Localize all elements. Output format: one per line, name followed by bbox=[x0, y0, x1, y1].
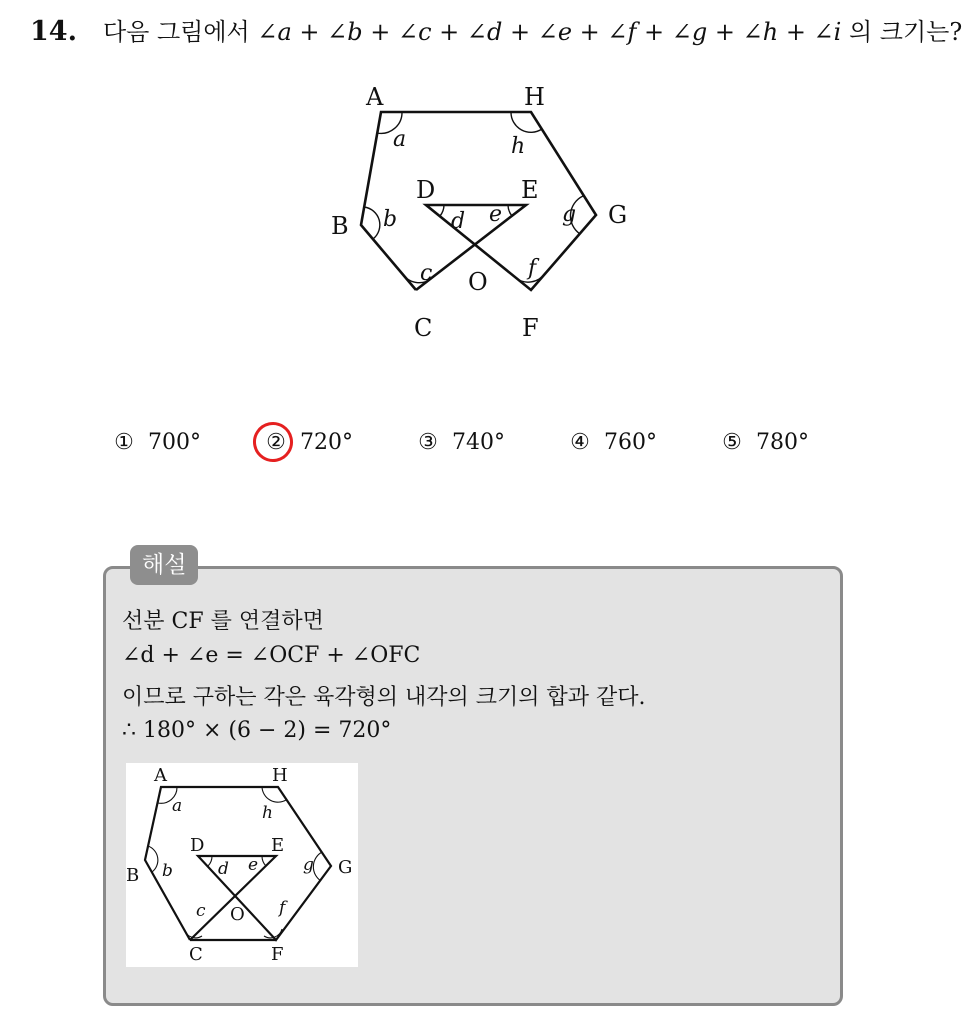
answer-mark-circle bbox=[249, 418, 296, 465]
solution-angle-h: h bbox=[262, 803, 273, 823]
solution-line-4: ∴ 180° × (6 − 2) = 720° bbox=[122, 718, 392, 743]
label-angle-g: g bbox=[562, 202, 577, 227]
problem-number: 14. bbox=[30, 16, 77, 47]
arc-e bbox=[508, 205, 512, 216]
choice-2-number: ② bbox=[266, 430, 286, 455]
label-O: O bbox=[468, 268, 488, 296]
label-E: E bbox=[521, 176, 539, 204]
problem-figure bbox=[326, 80, 646, 350]
problem-text-prefix: 다음 그림에서 bbox=[102, 18, 258, 46]
label-angle-f: f bbox=[528, 256, 537, 281]
solution-label-D: D bbox=[190, 835, 205, 856]
choice-1[interactable] bbox=[110, 430, 262, 455]
solution-figure bbox=[126, 763, 358, 967]
label-angle-a: a bbox=[393, 127, 407, 152]
choice-2[interactable] bbox=[262, 430, 414, 455]
solution-label-B: B bbox=[126, 865, 140, 886]
angle-sum-expression: ∠a + ∠b + ∠c + ∠d + ∠e + ∠f + ∠g + ∠h + ∠i bbox=[257, 18, 842, 46]
choice-1-value: 700° bbox=[148, 430, 201, 455]
label-F: F bbox=[522, 314, 539, 342]
choice-5-number: ⑤ bbox=[722, 430, 742, 455]
choice-4-value: 760° bbox=[604, 430, 657, 455]
label-angle-e: e bbox=[489, 202, 503, 227]
solution-label-G: G bbox=[338, 857, 353, 878]
label-B: B bbox=[331, 212, 349, 240]
problem-text-suffix: 의 크기는? bbox=[841, 18, 962, 46]
choice-2-value: 720° bbox=[300, 430, 353, 455]
solution-angle-a: a bbox=[172, 796, 183, 816]
answer-choices bbox=[110, 430, 830, 455]
label-A: A bbox=[366, 83, 384, 111]
solution-angle-d: d bbox=[218, 859, 229, 879]
solution-label-H: H bbox=[272, 765, 288, 786]
choice-4[interactable] bbox=[566, 430, 718, 455]
solution-line-3: 이므로 구하는 각은 육각형의 내각의 크기의 합과 같다. bbox=[122, 685, 646, 710]
problem-heading bbox=[30, 12, 962, 47]
solution-label-F: F bbox=[271, 944, 284, 965]
choice-3-number: ③ bbox=[418, 430, 438, 455]
label-angle-c: c bbox=[420, 261, 433, 286]
arc-b bbox=[364, 207, 380, 239]
arc-d bbox=[440, 205, 444, 216]
solution-angle-e: e bbox=[248, 855, 259, 875]
choice-4-number: ④ bbox=[570, 430, 590, 455]
solution-tag: 해설 bbox=[130, 545, 198, 585]
label-C: C bbox=[414, 314, 433, 342]
solution-angle-b: b bbox=[162, 861, 173, 881]
problem-text bbox=[103, 12, 962, 47]
choice-3[interactable] bbox=[414, 430, 566, 455]
solution-label-O: O bbox=[230, 904, 245, 925]
solution-line-1: 선분 CF 를 연결하면 bbox=[122, 609, 324, 634]
solution-line-2: ∠d + ∠e = ∠OCF + ∠OFC bbox=[122, 643, 421, 668]
solution-angle-c: c bbox=[196, 901, 206, 921]
solution-label-C: C bbox=[189, 944, 203, 965]
label-H: H bbox=[524, 83, 545, 111]
solution-angle-f: f bbox=[279, 898, 286, 918]
choice-1-number: ① bbox=[114, 430, 134, 455]
solution-label-E: E bbox=[271, 835, 285, 856]
label-angle-h: h bbox=[511, 134, 526, 159]
solution-angle-g: g bbox=[303, 855, 314, 875]
choice-3-value: 740° bbox=[452, 430, 505, 455]
label-angle-d: d bbox=[451, 209, 466, 234]
choice-5-value: 780° bbox=[756, 430, 809, 455]
label-D: D bbox=[416, 176, 436, 204]
label-G: G bbox=[608, 201, 628, 229]
choice-5[interactable] bbox=[718, 430, 809, 455]
solution-label-A: A bbox=[154, 765, 167, 786]
label-angle-b: b bbox=[383, 207, 398, 232]
